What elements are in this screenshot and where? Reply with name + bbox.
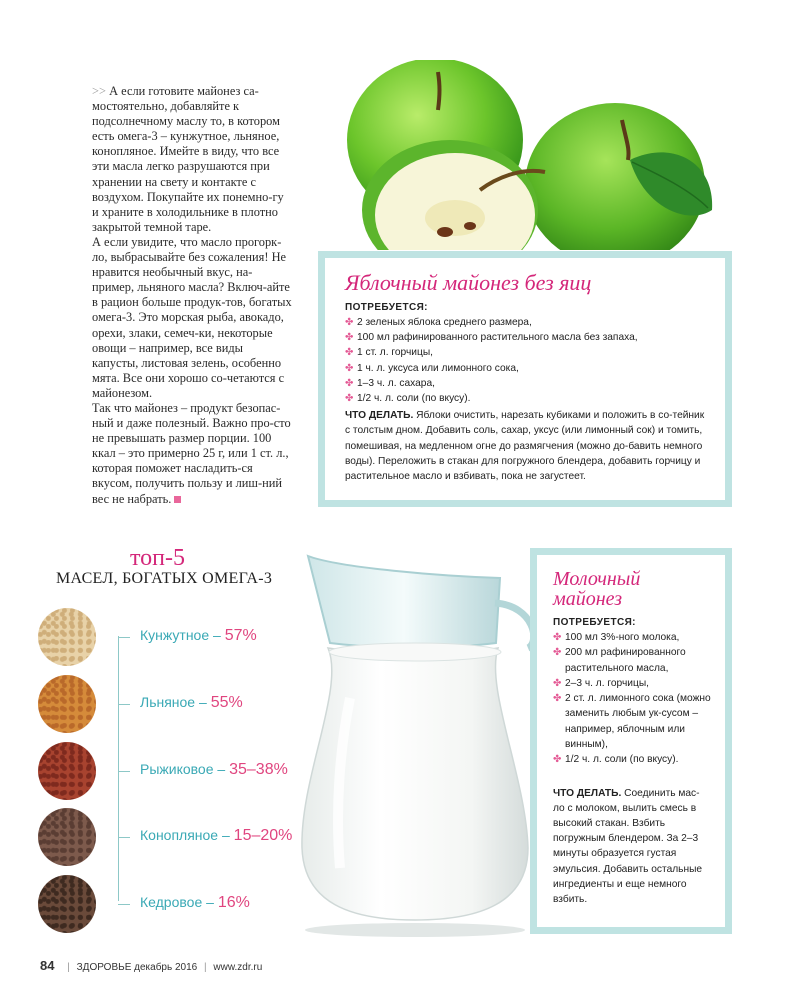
- oil-dash: –: [206, 894, 214, 910]
- oil-dash: –: [221, 827, 230, 843]
- list-item: ✤ 1/2 ч. л. соли (по вкусу).: [553, 752, 711, 767]
- flower-bullet-icon: ✤: [553, 677, 562, 689]
- list-item: ✤ 2 ст. л. лимонного сока (можно заменить любым ук-сусом – например, яблочным или винным),: [553, 693, 711, 751]
- oil-seed-image: [38, 675, 96, 733]
- oil-name: Рыжиковое: [140, 761, 214, 777]
- recipe-title: Яблочный майонез без яиц: [345, 270, 592, 295]
- top5-subtitle: МАСЕЛ, БОГАТЫХ ОМЕГА-3: [56, 570, 273, 587]
- flower-bullet-icon: ✤: [553, 647, 562, 659]
- oil-dash: –: [213, 627, 221, 643]
- oil-seed-image: [38, 808, 96, 866]
- oil-dash: –: [217, 761, 226, 777]
- flower-bullet-icon: ✤: [553, 754, 562, 766]
- milk-mayonnaise-recipe: [530, 548, 732, 934]
- oil-list-bracket: [118, 636, 131, 901]
- flower-bullet-icon: ✤: [345, 317, 354, 328]
- flower-bullet-icon: ✤: [345, 377, 354, 389]
- oil-label: [140, 827, 292, 845]
- oil-label: [140, 761, 288, 779]
- oil-connector-line: [118, 637, 130, 638]
- list-item: ✤ 1 ч. л. уксуса или лимонного сока,: [345, 361, 705, 376]
- oil-name: Конопляное: [140, 827, 219, 843]
- oil-percent: 35–38%: [229, 761, 288, 778]
- green-apples-image: [330, 60, 730, 260]
- oil-connector-line: [118, 771, 130, 772]
- top5-title: топ-5: [130, 545, 186, 571]
- list-item: ✤ 200 мл рафинированного растительного масла,: [553, 647, 686, 674]
- page-footer: [40, 958, 262, 973]
- list-item: ✤ 1 ст. л. горчицы,: [345, 345, 705, 360]
- oil-name: Льняное: [140, 694, 196, 710]
- ingredients-heading: ПОТРЕБУЕТСЯ:: [345, 302, 428, 313]
- oil-seed-image: [38, 875, 96, 933]
- oil-seed-image: [38, 742, 96, 800]
- end-of-article-icon: [174, 496, 181, 503]
- apple-mayonnaise-recipe: [318, 251, 732, 507]
- oil-connector-line: [118, 704, 130, 705]
- flower-bullet-icon: ✤: [345, 347, 354, 359]
- article-paragraph-1: >> А если готовите майонез са-мостоятельно, добавляйте к подсолнечному маслу то, в котором есть омега-3 – кунжутное, льняное, конопляное. Имейте в виду, что все эти масла легко разрушаются при хранении на свету и контакте с воздухом. Покупайте их понемно-гу и храните в холодильнике в плотно закрытой темной таре.: [92, 84, 284, 234]
- oil-name: Кунжутное: [140, 627, 210, 643]
- oil-seed-image: [38, 608, 96, 666]
- list-item: ✤ 1–3 ч. л. сахара,: [345, 376, 705, 391]
- method-text: ЧТО ДЕЛАТЬ. Яблоки очистить, нарезать кубиками и положить в со-тейник с толстым дном. Добавить соль, сахар, уксус (или лимонный сок) и томить, помешивая, на медленном огне до размягчения (можно до-бавить немного воды). Переложить в стакан для погружного блендера, добавить горчицу и растительное масло и взбивать, пока не загустеет.: [345, 410, 705, 483]
- oil-connector-line: [118, 837, 130, 838]
- list-item: ✤ 100 мл рафинированного растительного масла без запаха,: [345, 330, 705, 345]
- method-text: ЧТО ДЕЛАТЬ. Соединить мас-ло с молоком, вылить смесь в высокий стакан. Взбить погружным блендером. За 2–3 минуты образуется густая эмульсия. Добавить остальные ингредиенты и еще немного взбить.: [553, 787, 703, 906]
- ingredients-list: [553, 630, 711, 768]
- magazine-url[interactable]: www.zdr.ru: [213, 962, 263, 973]
- magazine-name: ЗДОРОВЬЕ декабрь 2016: [76, 962, 198, 973]
- oil-dash: –: [199, 694, 207, 710]
- oil-label: [140, 694, 243, 712]
- ingredients-heading: ПОТРЕБУЕТСЯ:: [553, 617, 636, 628]
- oil-connector-line: [118, 904, 130, 905]
- oil-label: [140, 627, 257, 645]
- flower-bullet-icon: ✤: [345, 362, 354, 374]
- article-text: [92, 84, 292, 507]
- flower-bullet-icon: ✤: [553, 632, 562, 643]
- milk-jug-image: [290, 548, 540, 940]
- oil-percent: 16%: [217, 894, 250, 911]
- flower-bullet-icon: ✤: [345, 332, 354, 344]
- oil-label: [140, 894, 250, 912]
- paragraph-marker: >>: [92, 84, 106, 98]
- list-item: ✤ 100 мл 3%-ного молока,: [553, 630, 711, 645]
- list-item: ✤ 2 зеленых яблока среднего размера,: [345, 315, 705, 330]
- article-paragraph-2: А если увидите, что масло прогорк-ло, выбрасывайте без сожаления! Не нравится необычный вкус, на-пример, льняного масла? Включ-айте в рацион больше продук-тов, богатых омега-3. Это морская рыба, авокадо, орехи, злаки, семеч-ки, некоторые овощи – например, все виды капусты, листовая зелень, особенно мята. Все они хорошо со-четаются с майонезом.: [92, 234, 292, 400]
- flower-bullet-icon: ✤: [345, 393, 354, 405]
- recipe-title: Молочный майонез: [553, 568, 641, 610]
- oil-percent: 55%: [210, 694, 243, 711]
- article-paragraph-3: Так что майонез – продукт безопас-ный и даже полезный. Важно про-сто не превышать размер порции. 100 ккал – это примерно 25 г, или 1 ст. л., которая поможет насладить-ся вкусом, получить пользу и лиш-ний вес не набрать.: [92, 400, 291, 506]
- page-number: 84: [40, 958, 55, 973]
- list-item: ✤ 1/2 ч. л. соли (по вкусу).: [345, 391, 705, 406]
- flower-bullet-icon: ✤: [553, 693, 562, 705]
- list-item: ✤ 2–3 ч. л. горчицы,: [553, 676, 711, 691]
- footer-divider: |: [204, 962, 207, 973]
- oil-percent: 15–20%: [233, 827, 293, 844]
- oil-percent: 57%: [224, 627, 257, 644]
- footer-divider: |: [67, 962, 70, 973]
- ingredients-list: [345, 315, 705, 406]
- oil-name: Кедровое: [140, 894, 203, 910]
